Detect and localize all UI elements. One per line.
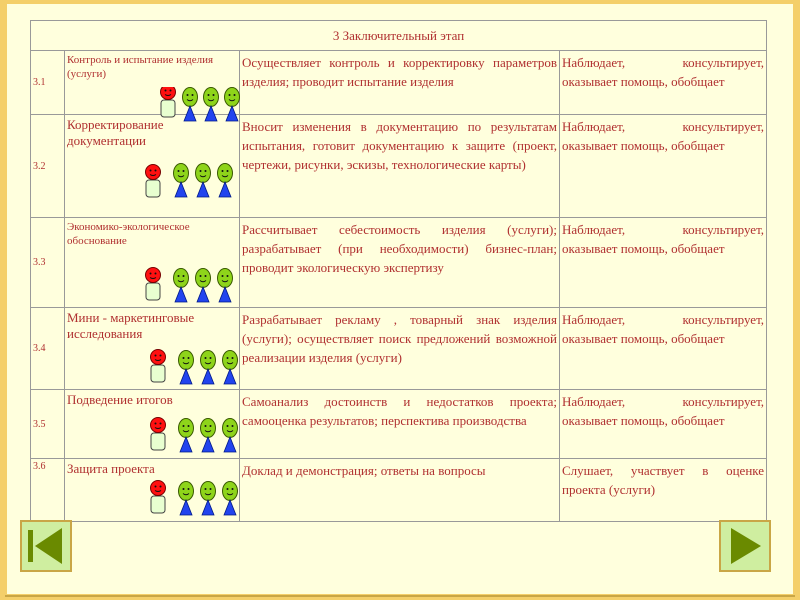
- teacher-role: Наблюдает, консультирует, оказывает помощь, обобщает: [560, 308, 767, 390]
- student-activity: Осуществляет контроль и корректировку параметров изделия; проводит испытание изделия: [240, 51, 560, 115]
- student-activity: Вносит изменения в документацию по результатам испытания, готовит документацию к защите (проект, чертежи, рисунки, эскизы, технологические карты): [240, 115, 560, 218]
- table-header: 3 Заключительный этап: [31, 21, 767, 51]
- stage-cell: [65, 390, 240, 459]
- stage-title: Экономико-экологическое обоснование: [67, 221, 190, 247]
- stage-title: Мини - маркетинговые исследования: [67, 310, 195, 341]
- teacher-role: Наблюдает, консультирует, оказывает помощь, обобщает: [560, 115, 767, 218]
- row-number: 3.6: [31, 459, 65, 522]
- student-activity: Рассчитывает себестоимость изделия (услуги); разрабатывает (при необходимости) бизнес-план; проводит экологическую экспертизу: [240, 218, 560, 308]
- student-activity: Самоанализ достоинств и недостатков проекта; самооценка результатов; перспектива производства: [240, 390, 560, 459]
- previous-slide-icon: [22, 522, 70, 570]
- row-number: 3.3: [31, 218, 65, 308]
- stage-title: Защита проекта: [67, 461, 155, 476]
- participants-icon: [150, 479, 240, 525]
- student-activity: Доклад и демонстрация; ответы на вопросы: [240, 459, 560, 522]
- teacher-role: Наблюдает, консультирует, оказывает помощь, обобщает: [560, 218, 767, 308]
- stages-table: [30, 20, 767, 522]
- next-slide-icon: [721, 522, 769, 570]
- stage-cell: [65, 218, 240, 308]
- participants-icon: [150, 416, 240, 462]
- participants-icon: [145, 161, 235, 207]
- stage-cell: [65, 308, 240, 390]
- stage-title: Подведение итогов: [67, 392, 173, 407]
- table-row: [31, 459, 767, 522]
- stage-cell: [65, 51, 240, 115]
- teacher-role: Наблюдает, консультирует, оказывает помощь, обобщает: [560, 51, 767, 115]
- previous-slide-button[interactable]: [20, 520, 72, 572]
- participants-icon: [150, 348, 240, 394]
- stage-cell: [65, 115, 240, 218]
- student-activity: Разрабатывает рекламу , товарный знак изделия (услуги); осуществляет поиск предложений возможной реализации изделия (услуги): [240, 308, 560, 390]
- table-row: [31, 308, 767, 390]
- teacher-role: Наблюдает, консультирует, оказывает помощь, обобщает: [560, 390, 767, 459]
- stage-cell: [65, 459, 240, 522]
- table-row: [31, 115, 767, 218]
- table-row: [31, 51, 767, 115]
- stage-title: Корректирование документации: [67, 117, 164, 148]
- participants-icon: [145, 266, 235, 312]
- row-number: 3.2: [31, 115, 65, 218]
- row-number: 3.5: [31, 390, 65, 459]
- row-number: 3.1: [31, 51, 65, 115]
- next-slide-button[interactable]: [719, 520, 771, 572]
- teacher-role: Слушает, участвует в оценке проекта (услуги): [560, 459, 767, 522]
- table-row: [31, 390, 767, 459]
- stage-title: Контроль и испытание изделия (услуги): [67, 54, 214, 80]
- table-row: [31, 218, 767, 308]
- row-number: 3.4: [31, 308, 65, 390]
